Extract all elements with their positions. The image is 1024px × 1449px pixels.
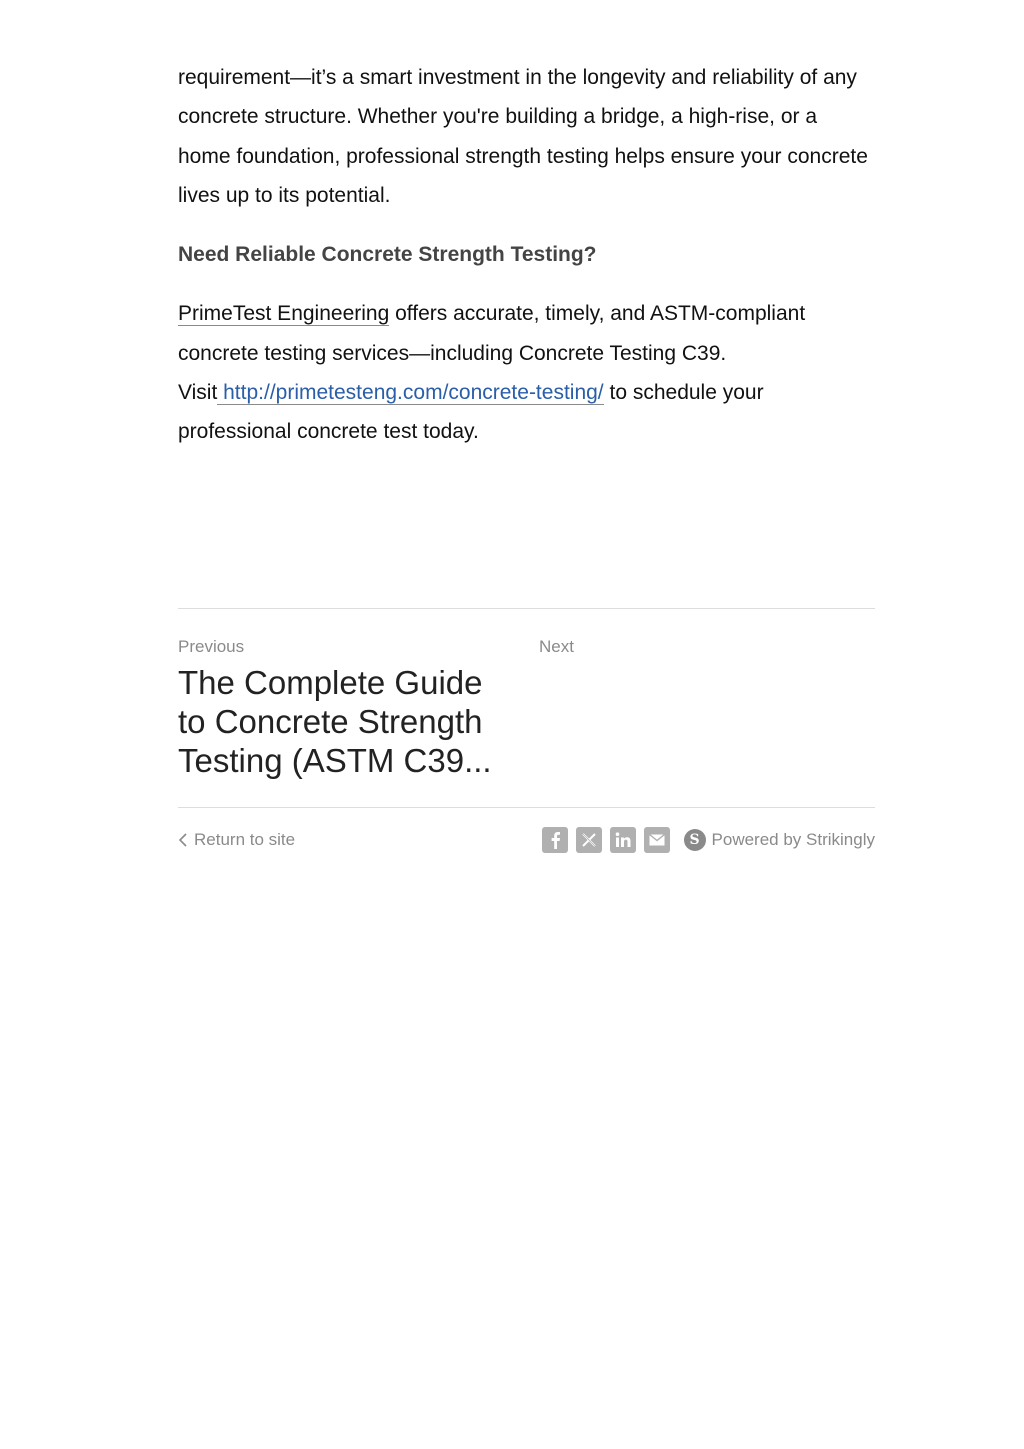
x-icon[interactable] xyxy=(576,827,602,853)
divider-bottom xyxy=(178,807,875,808)
company-link[interactable]: PrimeTest Engineering xyxy=(178,302,390,326)
previous-label: Previous xyxy=(178,637,245,656)
blog-post-content xyxy=(178,58,875,452)
cta-heading: Need Reliable Concrete Strength Testing? xyxy=(178,243,597,267)
facebook-icon[interactable] xyxy=(542,827,568,853)
email-icon[interactable] xyxy=(644,827,670,853)
return-to-site-link[interactable] xyxy=(178,828,295,852)
previous-post-title[interactable]: The Complete Guide to Concrete Strength Testing (ASTM C39... xyxy=(178,664,492,779)
chevron-left-icon xyxy=(178,833,188,847)
powered-by-label: Powered by Strikingly xyxy=(711,830,875,849)
return-label: Return to site xyxy=(194,830,296,849)
concrete-testing-link[interactable]: http://primetesteng.com/concrete-testing/ xyxy=(217,381,604,405)
cta-paragraph xyxy=(178,294,875,451)
previous-post-nav[interactable] xyxy=(178,633,518,780)
cta-text-2: to schedule your professional concrete test today. xyxy=(178,381,764,444)
next-label: Next xyxy=(539,637,574,656)
share-icons xyxy=(542,827,678,853)
linkedin-icon[interactable] xyxy=(610,827,636,853)
intro-paragraph: requirement—it’s a smart investment in the longevity and reliability of any concrete structure. Whether you're building a bridge, a high-rise, or a home foundation, professional strength testing helps ensure your concrete lives up to its potential. xyxy=(178,66,868,207)
post-footer xyxy=(178,824,875,856)
cta-visit-text: Visit xyxy=(178,381,218,405)
cta-text-1: offers accurate, timely, and ASTM-compliant concrete testing services—including Concrete Testing C39. xyxy=(178,302,806,365)
strikingly-logo-icon: S xyxy=(684,829,706,851)
divider-top xyxy=(178,608,875,609)
next-post-nav xyxy=(539,633,574,661)
powered-by-strikingly-link[interactable] xyxy=(684,828,875,852)
